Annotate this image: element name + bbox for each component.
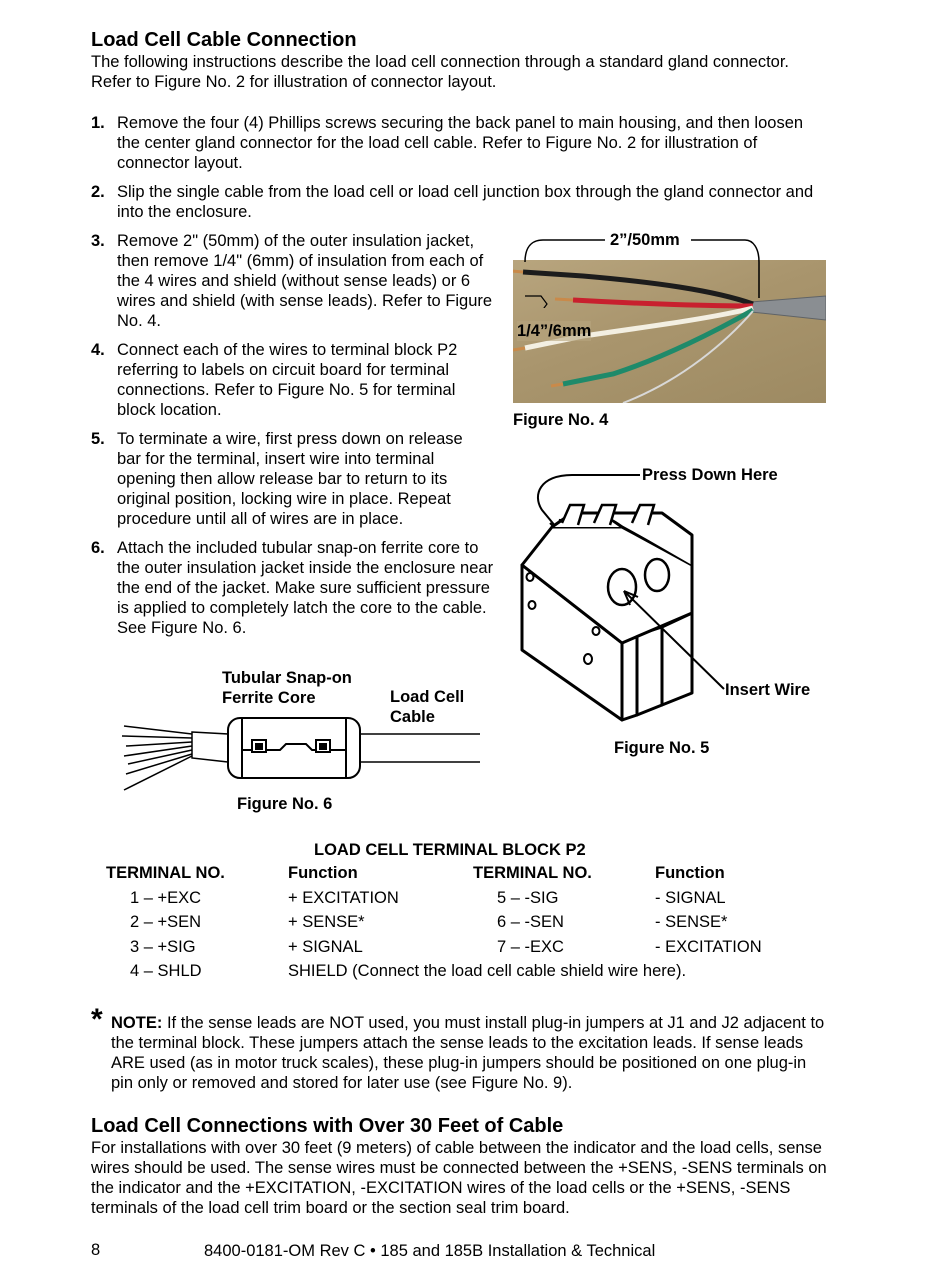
label-insert-wire: Insert Wire — [725, 681, 811, 699]
step-number: 5. — [91, 430, 105, 448]
table-row — [106, 888, 762, 913]
footer-doc-title: 8400-0181-OM Rev C • 185 and 185B Installation & Technical — [204, 1242, 656, 1260]
note-paragraph — [111, 1013, 831, 1093]
terminal-cell: 1 – +EXC — [130, 888, 202, 907]
step-number: 1. — [91, 114, 105, 132]
figure-4-caption: Figure No. 4 — [513, 411, 609, 429]
step-text: Attach the included tubular snap-on ferrite core to the outer insulation jacket inside the enclosure near the end of the jacket. Make sure sufficient pressure is applied to completely latch the core to the cable. See Figure No. 6. — [117, 539, 494, 637]
terminal-cell: 7 – -EXC — [497, 937, 564, 956]
function-cell: + SENSE* — [288, 913, 365, 931]
step-4 — [91, 340, 491, 420]
step-1 — [91, 113, 826, 173]
header-function-2: Function — [655, 864, 725, 882]
section-title-over-30-feet: Load Cell Connections with Over 30 Feet of Cable — [91, 1115, 564, 1137]
terminal-cell: 3 – +SIG — [130, 937, 196, 956]
page-number: 8 — [91, 1241, 101, 1259]
terminal-table-title: LOAD CELL TERMINAL BLOCK P2 — [314, 841, 586, 859]
label-load-cell-cable-line2: Cable — [390, 708, 435, 726]
step-number: 4. — [91, 341, 105, 359]
section-title-load-cell-cable-connection: Load Cell Cable Connection — [91, 29, 357, 51]
terminal-cell: 2 – +SEN — [130, 913, 202, 931]
function-cell: - SIGNAL — [655, 888, 726, 907]
function-cell: - EXCITATION — [655, 937, 762, 956]
label-press-down-here: Press Down Here — [642, 466, 778, 484]
note-asterisk: * — [91, 1003, 103, 1036]
intro-paragraph: The following instructions describe the load cell connection through a standard gland connector. Refer to Figure No. 2 for illustration of connector layout. — [91, 53, 790, 91]
figure-6-caption: Figure No. 6 — [237, 795, 333, 813]
step-text: Slip the single cable from the load cell or load cell junction box through the gland connector and into the enclosure. — [117, 183, 814, 221]
function-cell: SHIELD (Connect the load cell cable shield wire here). — [288, 962, 687, 980]
step-text: Remove 2" (50mm) of the outer insulation jacket, then remove 1/4" (6mm) of insulation from each of the 4 wires and shield (without sense leads) or 6 wires and shield (with sense leads). Refer to Figure No. 4. — [117, 232, 493, 330]
header-function: Function — [288, 864, 358, 882]
figure-6-ferrite-core-drawing — [120, 710, 490, 800]
function-cell: + SIGNAL — [288, 937, 363, 956]
step-number: 3. — [91, 232, 105, 250]
step-number: 2. — [91, 183, 105, 201]
table-header-row — [106, 863, 762, 888]
label-strip-length: 1/4”/6mm — [517, 322, 592, 340]
header-terminal-no-2: TERMINAL NO. — [473, 864, 592, 882]
section2-paragraph: For installations with over 30 feet (9 meters) of cable between the indicator and the load cells, sense wires should be used. The sense wires must be connected between the +SENS, -SENS terminals on the indicator and the +EXCITATION, -EXCITATION wires of the load cells or the +SENS, -SENS terminals of the load cell trim board or the section seal trim board. — [91, 1139, 827, 1217]
green-wire — [563, 310, 753, 384]
label-jacket-length: 2”/50mm — [610, 231, 680, 249]
label-ferrite-core-line1: Tubular Snap-on — [222, 669, 352, 687]
figure-5-caption: Figure No. 5 — [614, 739, 710, 757]
label-ferrite-core-line2: Ferrite Core — [222, 689, 316, 707]
label-load-cell-cable-line1: Load Cell — [390, 688, 465, 706]
header-terminal-no: TERMINAL NO. — [106, 864, 225, 882]
terminal-cell: 6 – -SEN — [497, 913, 564, 931]
shield-wire — [623, 311, 753, 403]
figure-4 — [513, 228, 833, 408]
function-cell: - SENSE* — [655, 913, 728, 931]
note-label: NOTE: — [111, 1014, 163, 1032]
table-row — [106, 912, 762, 937]
terminal-cell: 4 – SHLD — [130, 962, 202, 980]
terminal-table — [106, 863, 762, 986]
step-6 — [91, 538, 505, 638]
table-row — [106, 937, 762, 962]
step-text: To terminate a wire, first press down on release bar for the terminal, insert wire into terminal opening then allow release bar to return to its original position, locking wire in place. Repeat procedure until all of wires are in place. — [117, 430, 463, 528]
table-row-shield — [106, 961, 762, 986]
step-text: Remove the four (4) Phillips screws securing the back panel to main housing, and then loosen the center gland connector for the load cell cable. Refer to Figure No. 2 for illustration of connector layout. — [117, 114, 804, 172]
step-5 — [91, 429, 491, 529]
step-number: 6. — [91, 539, 105, 557]
function-cell: + EXCITATION — [288, 888, 399, 907]
step-text: Connect each of the wires to terminal block P2 referring to labels on circuit board for terminal connections. Refer to Figure No. 5 for terminal block location. — [117, 341, 458, 419]
note-text: If the sense leads are NOT used, you must install plug-in jumpers at J1 and J2 adjacent to the terminal block. These jumpers attach the sense leads to the excitation leads. If sense leads ARE used (as in motor truck scales), these plug-in jumpers should be positioned on one plug-in pin only or removed and stored for later use (see Figure No. 9). — [111, 1014, 825, 1092]
step-3 — [91, 231, 503, 331]
terminal-cell: 5 – -SIG — [497, 888, 559, 907]
step-2 — [91, 182, 831, 222]
